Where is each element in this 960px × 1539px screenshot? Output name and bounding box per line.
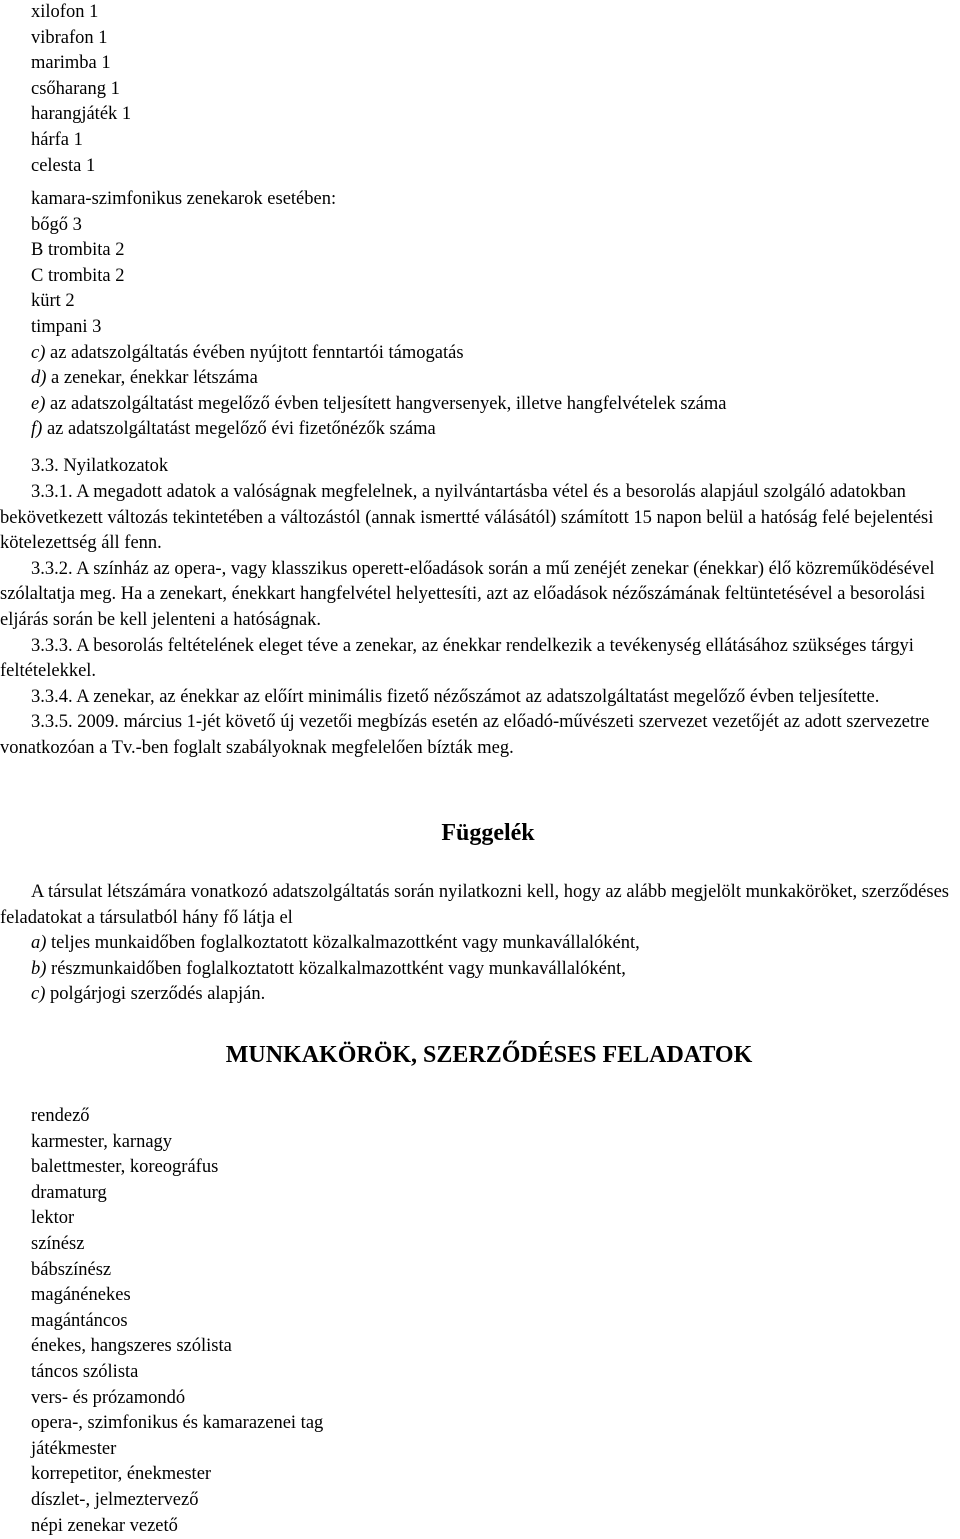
list-item: magántáncos	[31, 1309, 931, 1335]
paragraph-3-3-5: 3.3.5. 2009. március 1-jét követő új vezetői megbízás esetén az előadó-művészeti szervezet vezetőjét az adott szervezetre vonatkozóan a Tv.-ben foglalt szabályoknak megfelelően bízták meg.	[0, 710, 955, 761]
paragraph-3-3-2: 3.3.2. A színház az opera-, vagy klasszikus operett-előadások során a mű zenéjét zenekar (énekkar) élő közreműködésével szólaltatja meg. Ha a zenekart, énekkart hangfelvétel helyettesíti, azt az előadások nézőszámának feltüntetésével a besorolási eljárás során be kell jelenteni a hatóságnak.	[0, 557, 955, 634]
list-item: vibrafon 1	[31, 26, 960, 52]
list-item: játékmester	[31, 1437, 931, 1463]
section-title: 3.3. Nyilatkozatok	[0, 454, 960, 480]
appendix-option-c: c) polgárjogi szerződés alapján.	[0, 982, 960, 1008]
list-item: harangjáték 1	[31, 102, 960, 128]
paragraph-3-3-4: 3.3.4. A zenekar, az énekkar az előírt minimális fizető nézőszámot az adatszolgáltatást megelőző évben teljesítette.	[0, 685, 955, 711]
list-item: karmester, karnagy	[31, 1130, 931, 1156]
list-item: táncos szólista	[31, 1360, 931, 1386]
list-item: korrepetitor, énekmester	[31, 1462, 931, 1488]
kamara-section	[0, 187, 960, 443]
list-item: B trombita 2	[31, 238, 960, 264]
list-item: timpani 3	[31, 315, 960, 341]
list-item: énekes, hangszeres szólista	[31, 1334, 931, 1360]
list-item: vers- és prózamondó	[31, 1386, 931, 1412]
list-item: C trombita 2	[31, 264, 960, 290]
instrument-list	[0, 0, 960, 179]
list-item: népi zenekar vezető	[31, 1514, 931, 1539]
list-item: díszlet-, jelmeztervező	[31, 1488, 931, 1514]
roles-title: MUNKAKÖRÖK, SZERZŐDÉSES FELADATOK	[0, 1040, 960, 1070]
list-item: kürt 2	[31, 289, 960, 315]
list-item: marimba 1	[31, 51, 960, 77]
appendix-option-b: b) részmunkaidőben foglalkoztatott közalkalmazottként vagy munkavállalóként,	[0, 957, 960, 983]
paragraph-3-3-3: 3.3.3. A besorolás feltételének eleget téve a zenekar, az énekkar rendelkezik a tevékenység ellátásához szükséges tárgyi feltételekkel.	[0, 634, 955, 685]
appendix-title: Függelék	[0, 818, 960, 848]
list-item: dramaturg	[31, 1181, 931, 1207]
lettered-item-f: f) az adatszolgáltatást megelőző évi fizetőnézők száma	[31, 417, 960, 443]
kamara-heading: kamara-szimfonikus zenekarok esetében:	[31, 187, 960, 213]
appendix-body	[0, 880, 960, 1008]
lettered-item-d: d) a zenekar, énekkar létszáma	[31, 366, 960, 392]
lettered-item-c: c) az adatszolgáltatás évében nyújtott fenntartói támogatás	[31, 341, 960, 367]
list-item: színész	[31, 1232, 931, 1258]
list-item: csőharang 1	[31, 77, 960, 103]
appendix-intro: A társulat létszámára vonatkozó adatszolgáltatás során nyilatkozni kell, hogy az alább megjelölt munkaköröket, szerződéses feladatokat a társulatból hány fő látja el	[0, 880, 960, 931]
lettered-item-e: e) az adatszolgáltatást megelőző évben teljesített hangversenyek, illetve hangfelvételek száma	[31, 392, 960, 418]
list-item: magánénekes	[31, 1283, 931, 1309]
list-item: opera-, szimfonikus és kamarazenei tag	[31, 1411, 931, 1437]
list-item: rendező	[31, 1104, 931, 1130]
list-item: xilofon 1	[31, 0, 960, 26]
list-item: balettmester, koreográfus	[31, 1155, 931, 1181]
list-item: bábszínész	[31, 1258, 931, 1284]
appendix-option-a: a) teljes munkaidőben foglalkoztatott közalkalmazottként vagy munkavállalóként,	[0, 931, 960, 957]
list-item: celesta 1	[31, 154, 960, 180]
list-item: bőgő 3	[31, 213, 960, 239]
paragraph-3-3-1: 3.3.1. A megadott adatok a valóságnak megfelelnek, a nyilvántartásba vétel és a besorolás alapjául szolgáló adatokban bekövetkezett változás tekintetében a változástól (annak ismertté válásától) számított 15 napon belül a hatóság felé bejelentési kötelezettség áll fenn.	[0, 480, 955, 557]
statements	[0, 480, 955, 762]
list-item: hárfa 1	[31, 128, 960, 154]
list-item: lektor	[31, 1206, 931, 1232]
roles-list	[31, 1104, 931, 1539]
